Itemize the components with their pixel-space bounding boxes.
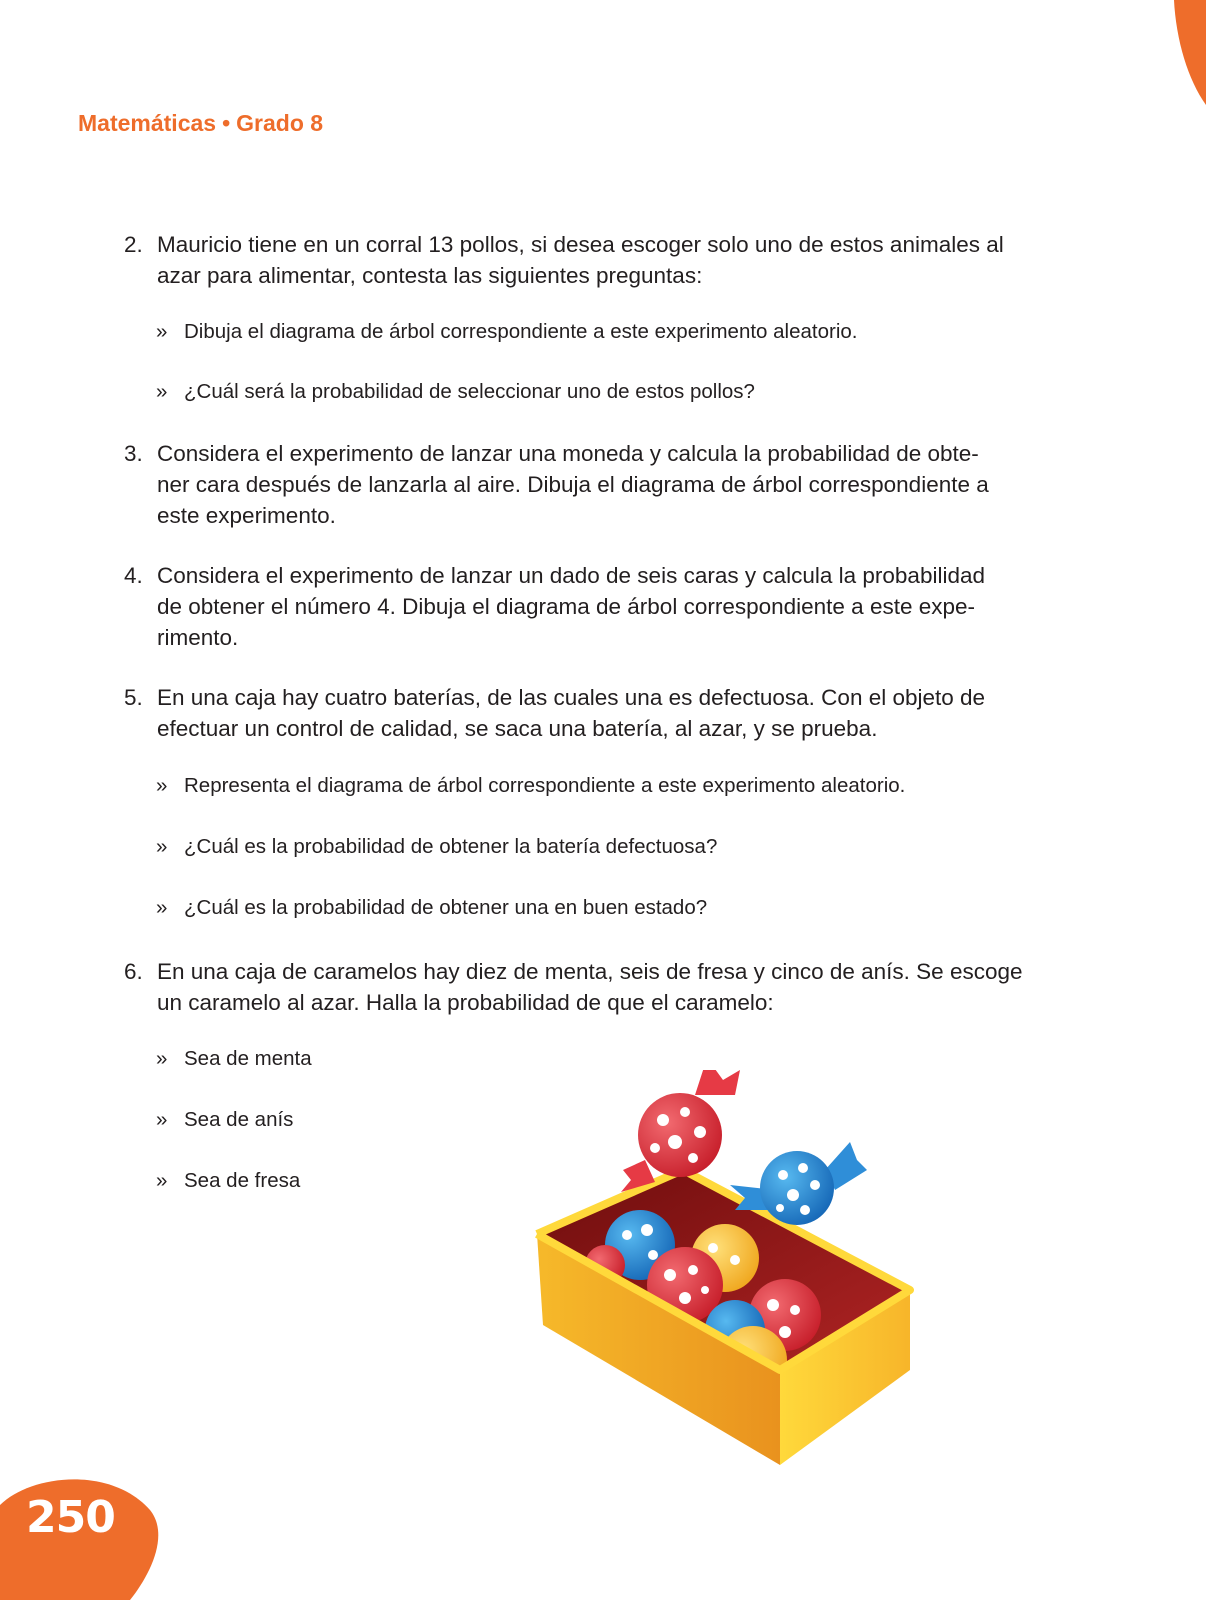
bullet-mark: » [156,1169,168,1192]
question-line: este experimento. [157,503,336,528]
question-line: Mauricio tiene en un corral 13 pollos, si desea escoger solo uno de estos animales al [157,232,1004,257]
question-6 [124,956,1044,1018]
header-separator: • [222,110,231,136]
bullet-mark: » [156,896,168,919]
page-number: 250 [26,1492,115,1543]
question-line: efectuar un control de calidad, se saca una batería, al azar, y se prueba. [157,716,878,741]
bullet-text: ¿Cuál será la probabilidad de seleccionar uno de estos pollos? [184,380,755,403]
bullet-text: Dibuja el diagrama de árbol correspondiente a este experimento aleatorio. [184,320,858,343]
bullet-text: Sea de anís [184,1108,294,1131]
candy-box-illustration [535,1070,925,1510]
corner-decoration [1166,0,1206,110]
bullet-text: Representa el diagrama de árbol correspondiente a este experimento aleatorio. [184,774,906,797]
bullet-mark: » [156,320,168,343]
question-3 [124,438,1044,531]
bullet-mark: » [156,774,168,797]
bullet-text: ¿Cuál es la probabilidad de obtener la batería defectuosa? [184,835,718,858]
question-line: En una caja hay cuatro baterías, de las cuales una es defectuosa. Con el objeto de [157,685,986,710]
question-line: ner cara después de lanzarla al aire. Dibuja el diagrama de árbol correspondiente a [157,472,989,497]
bullet-item [156,1106,293,1134]
bullet-item [156,894,707,922]
bullet-item [156,318,858,346]
question-4 [124,560,1044,653]
question-line: En una caja de caramelos hay diez de menta, seis de fresa y cinco de anís. Se escoge [157,959,1023,984]
bullet-mark: » [156,380,168,403]
question-line: de obtener el número 4. Dibuja el diagrama de árbol correspondiente a este expe- [157,594,976,619]
bullet-text: ¿Cuál es la probabilidad de obtener una en buen estado? [184,896,708,919]
question-line: Considera el experimento de lanzar una moneda y calcula la probabilidad de obte- [157,441,979,466]
question-line: azar para alimentar, contesta las siguientes preguntas: [157,263,703,288]
bullet-mark: » [156,1108,168,1131]
bullet-item [156,1167,300,1195]
bullet-mark: » [156,1047,168,1070]
red-candy [621,1070,740,1192]
question-5 [124,682,1044,744]
question-number: 6. [124,959,143,984]
question-line: Considera el experimento de lanzar un dado de seis caras y calcula la probabilidad [157,563,985,588]
question-line: rimento. [157,625,239,650]
question-2 [124,229,1044,291]
bullet-item [156,833,717,861]
bullet-text: Sea de fresa [184,1169,301,1192]
header-grade: Grado 8 [236,110,324,136]
question-number: 4. [124,563,143,588]
bullet-item [156,378,755,406]
bullet-item [156,1045,312,1073]
question-number: 2. [124,232,143,257]
bullet-text: Sea de menta [184,1047,312,1070]
question-number: 3. [124,441,143,466]
bullet-mark: » [156,835,168,858]
bullet-item [156,772,905,800]
question-line: un caramelo al azar. Halla la probabilidad de que el caramelo: [157,990,774,1015]
question-number: 5. [124,685,143,710]
header-subject: Matemáticas [78,110,217,136]
page-header [78,110,323,137]
